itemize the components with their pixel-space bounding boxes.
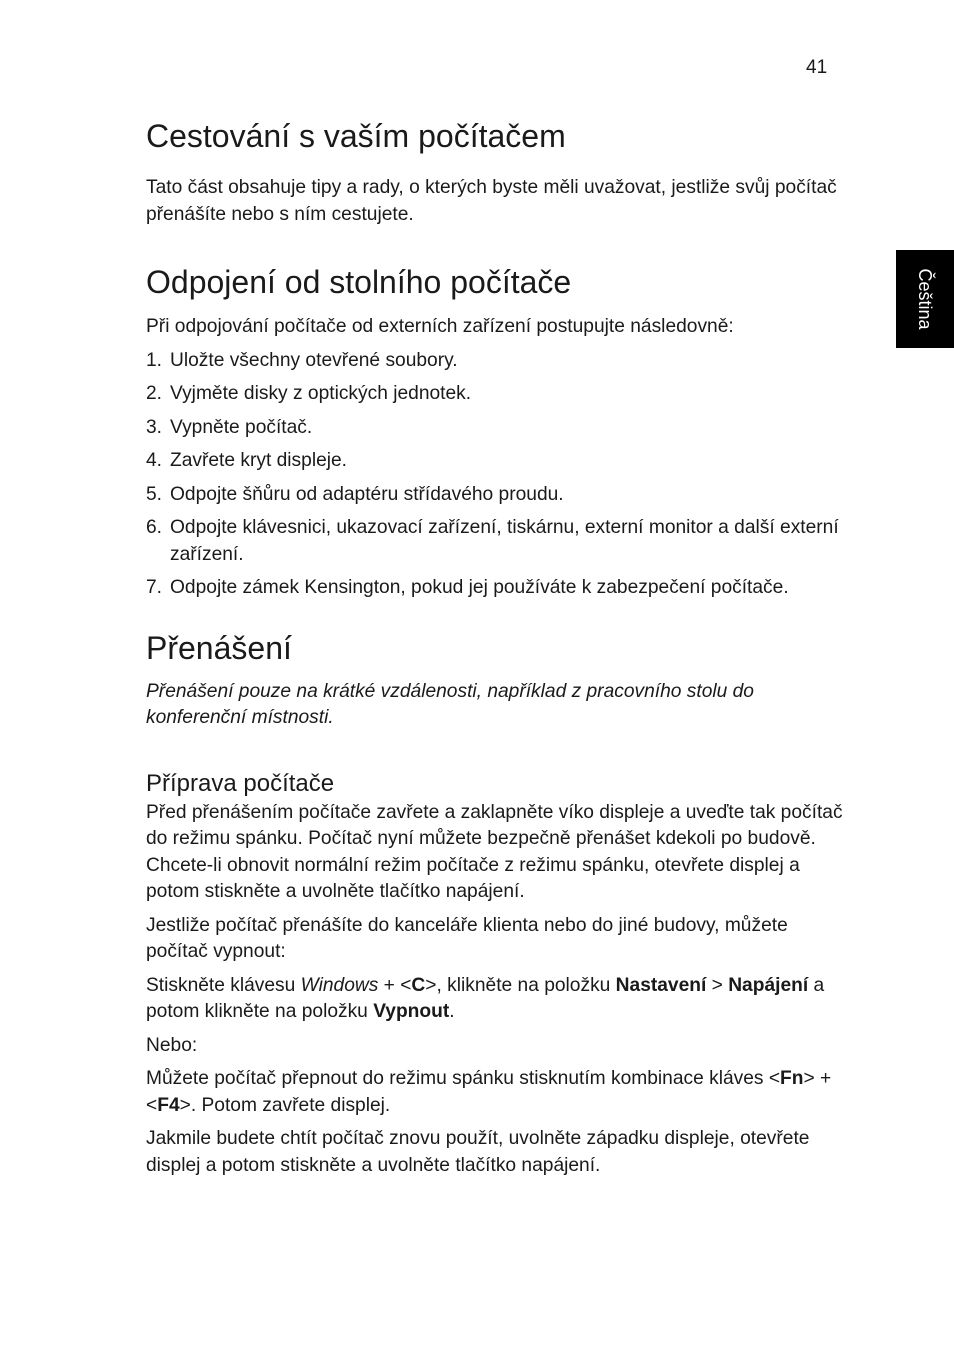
key-fn: Fn [780, 1068, 804, 1089]
step-text: Vypněte počítač. [170, 416, 313, 438]
text-run: Můžete počítač přepnout do režimu spánku stisknutím kombinace kláves < [146, 1068, 781, 1089]
power-term: Napájení [728, 974, 809, 996]
page-title: Cestování s vaším počítačem [146, 118, 566, 154]
intro-paragraph: Tato část obsahuje tipy a rady, o kterých byste měli uvažovat, jestliže svůj počítač přenášíte nebo s ním cestujete. [146, 177, 837, 225]
text-run: Stiskněte klávesu [146, 974, 301, 996]
prepare-paragraph-5 [146, 1066, 846, 1119]
page-number: 41 [806, 57, 828, 78]
step-text: Odpojte zámek Kensington, pokud jej používáte k zabezpečení počítače. [170, 577, 789, 598]
text-run: >. Potom zavřete displej. [179, 1094, 391, 1116]
windows-key-name: Windows [300, 974, 379, 996]
list-item [146, 415, 846, 442]
step-text: Uložte všechny otevřené soubory. [170, 349, 458, 371]
section-title-disconnect: Odpojení od stolního počítače [146, 264, 572, 300]
subsection-title-prepare: Příprava počítače [146, 769, 335, 797]
text-run: a potom klikněte na položku [146, 974, 825, 1022]
step-number: 6. [146, 517, 163, 538]
prepare-paragraph-6: Jakmile budete chtít počítač znovu použít, uvolněte západku displeje, otevřete displej a potom stiskněte a uvolněte tlačítko napájení. [146, 1128, 810, 1176]
list-item [146, 482, 846, 509]
text-run: + < [378, 974, 412, 996]
list-item [146, 448, 846, 475]
page-content [146, 110, 846, 1179]
section-title-moving: Přenášení [146, 629, 292, 666]
step-number: 2. [146, 383, 163, 404]
key-f4: F4 [157, 1094, 180, 1116]
key-c: C [411, 974, 426, 996]
list-item [146, 575, 846, 602]
step-text: Odpojte klávesnici, ukazovací zařízení, tiskárnu, externí monitor a další externí zařízení. [170, 517, 839, 565]
step-number: 7. [146, 577, 163, 598]
step-text: Vyjměte disky z optických jednotek. [170, 383, 472, 404]
text-run: > + < [146, 1068, 832, 1116]
text-run: . [449, 1001, 455, 1022]
text-run: > [706, 974, 729, 996]
list-item [146, 348, 846, 375]
shutdown-term: Vypnout [373, 1001, 450, 1022]
step-number: 4. [146, 450, 163, 471]
text-run: >, klikněte na položku [425, 974, 616, 996]
settings-term: Nastavení [615, 974, 707, 996]
prepare-paragraph-3 [146, 973, 846, 1026]
prepare-paragraph-2: Jestliže počítač přenášíte do kanceláře klienta nebo do jiné budovy, můžete počítač vypnout: [146, 914, 788, 962]
section-lead-disconnect: Při odpojování počítače od externích zařízení postupujte následovně: [146, 316, 734, 337]
language-tab [896, 250, 954, 348]
list-item [146, 381, 846, 408]
step-number: 1. [146, 349, 163, 371]
step-number: 3. [146, 416, 163, 438]
prepare-paragraph-4: Nebo: [146, 1034, 198, 1056]
language-tab-label: Čeština [915, 268, 935, 330]
prepare-paragraph-1: Před přenášením počítače zavřete a zaklapněte víko displeje a uveďte tak počítač do režimu spánku. Počítač nyní můžete bezpečně přenášet kdekoli po budově. Chcete-li obnovit normální režim počítače z režimu spánku, otevřete displej a potom stiskněte a uvolněte tlačítko napájení. [146, 801, 843, 902]
list-item [146, 515, 846, 568]
step-number: 5. [146, 483, 163, 505]
step-text: Zavřete kryt displeje. [170, 450, 348, 471]
disconnect-steps-list [146, 348, 846, 602]
section-note-moving: Přenášení pouze na krátké vzdálenosti, například z pracovního stolu do konferenční místnosti. [146, 680, 754, 728]
step-text: Odpojte šňůru od adaptéru střídavého proudu. [170, 483, 564, 505]
